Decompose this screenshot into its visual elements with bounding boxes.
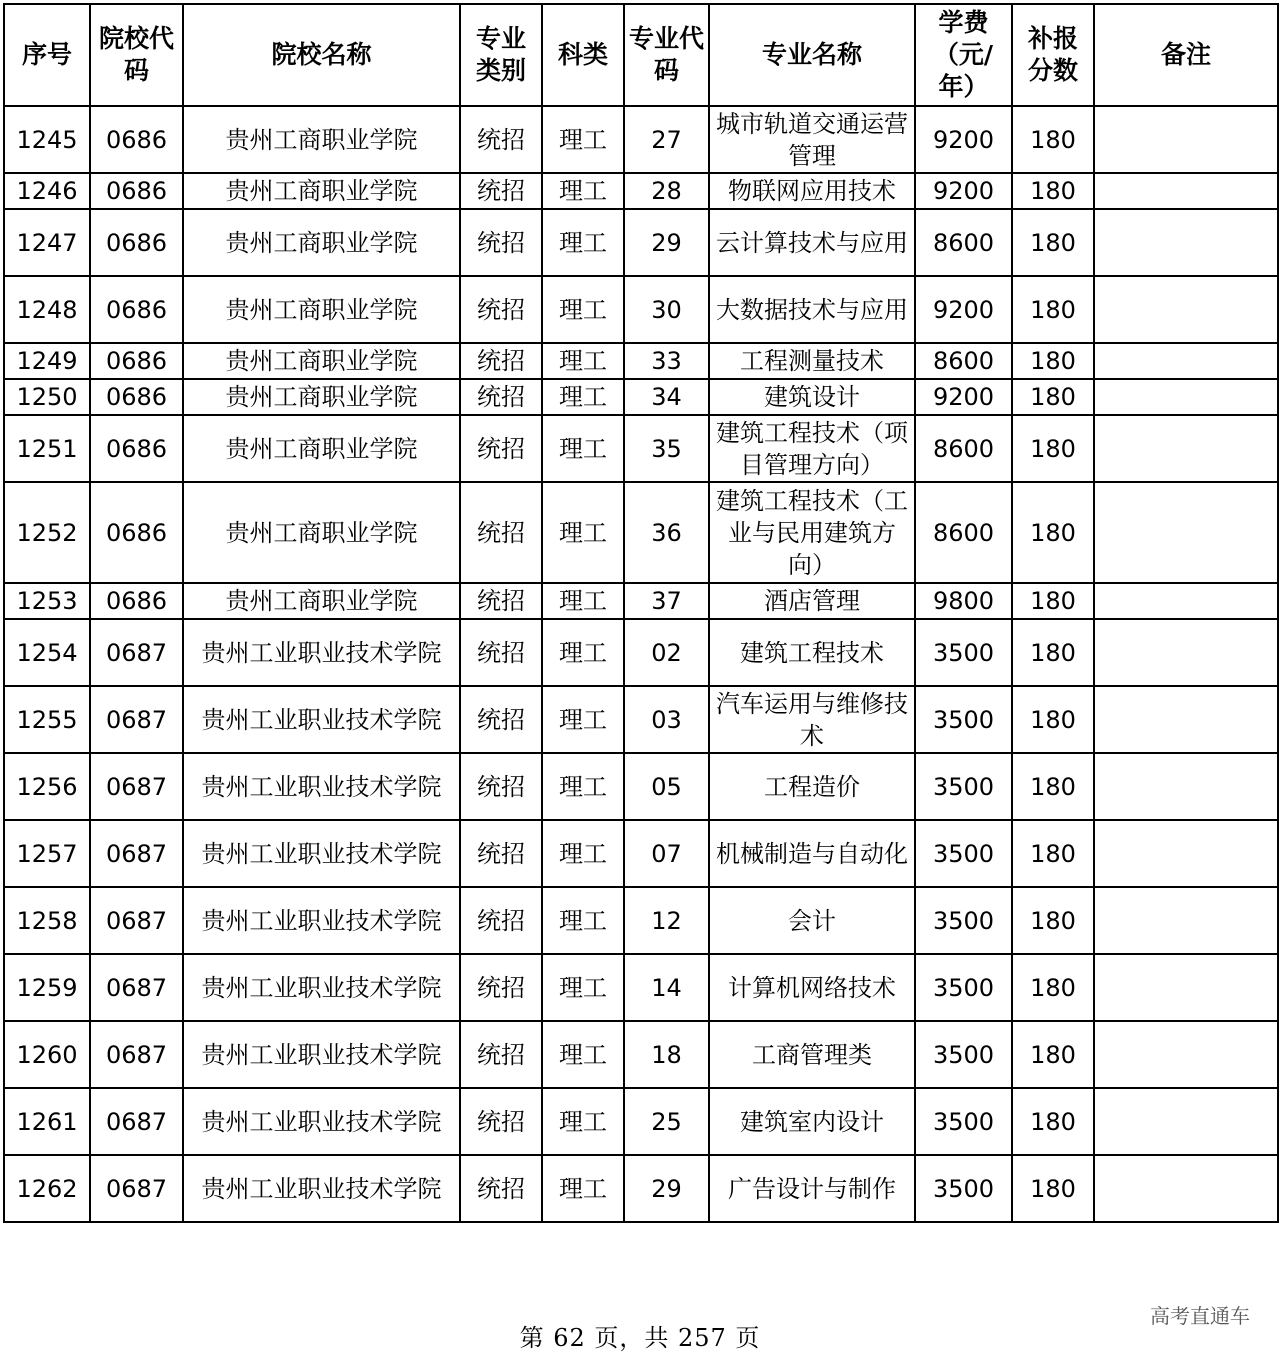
cell-school-name: 贵州工商职业学院 bbox=[183, 583, 460, 619]
cell-school-code: 0687 bbox=[90, 1155, 183, 1222]
cell-major-name: 机械制造与自动化 bbox=[709, 820, 915, 887]
cell-seq: 1260 bbox=[4, 1021, 90, 1088]
cell-fee: 3500 bbox=[915, 1155, 1012, 1222]
cell-school-name: 贵州工业职业技术学院 bbox=[183, 619, 460, 686]
cell-subject: 理工 bbox=[542, 482, 624, 583]
cell-major-name: 城市轨道交通运营管理 bbox=[709, 106, 915, 173]
cell-major-name: 建筑工程技术（项目管理方向） bbox=[709, 415, 915, 482]
cell-major-code: 27 bbox=[624, 106, 709, 173]
cell-score: 180 bbox=[1012, 415, 1094, 482]
cell-fee: 3500 bbox=[915, 686, 1012, 753]
cell-school-name: 贵州工商职业学院 bbox=[183, 106, 460, 173]
cell-major-type: 统招 bbox=[460, 753, 542, 820]
watermark: 高考直通车 bbox=[1150, 1304, 1250, 1328]
table-row bbox=[4, 209, 1278, 276]
cell-note bbox=[1094, 954, 1278, 1021]
cell-subject: 理工 bbox=[542, 686, 624, 753]
cell-fee: 3500 bbox=[915, 619, 1012, 686]
table-row bbox=[4, 1088, 1278, 1155]
cell-subject: 理工 bbox=[542, 954, 624, 1021]
cell-major-name: 建筑工程技术（工业与民用建筑方向） bbox=[709, 482, 915, 583]
cell-score: 180 bbox=[1012, 1088, 1094, 1155]
table-row bbox=[4, 1155, 1278, 1222]
cell-major-code: 12 bbox=[624, 887, 709, 954]
table-row bbox=[4, 106, 1278, 173]
cell-school-name: 贵州工业职业技术学院 bbox=[183, 887, 460, 954]
header-fee: 学费（元/年） bbox=[915, 4, 1012, 106]
cell-major-name: 计算机网络技术 bbox=[709, 954, 915, 1021]
header-seq: 序号 bbox=[4, 4, 90, 106]
cell-school-code: 0687 bbox=[90, 1021, 183, 1088]
cell-school-name: 贵州工业职业技术学院 bbox=[183, 686, 460, 753]
cell-subject: 理工 bbox=[542, 276, 624, 343]
cell-score: 180 bbox=[1012, 820, 1094, 887]
cell-note bbox=[1094, 686, 1278, 753]
cell-note bbox=[1094, 343, 1278, 379]
cell-major-code: 25 bbox=[624, 1088, 709, 1155]
cell-seq: 1254 bbox=[4, 619, 90, 686]
admissions-table bbox=[3, 3, 1279, 1223]
cell-note bbox=[1094, 1021, 1278, 1088]
cell-seq: 1257 bbox=[4, 820, 90, 887]
cell-school-name: 贵州工商职业学院 bbox=[183, 482, 460, 583]
header-row bbox=[4, 4, 1278, 106]
cell-subject: 理工 bbox=[542, 1155, 624, 1222]
cell-school-name: 贵州工商职业学院 bbox=[183, 415, 460, 482]
cell-fee: 3500 bbox=[915, 954, 1012, 1021]
cell-school-code: 0686 bbox=[90, 482, 183, 583]
cell-major-code: 29 bbox=[624, 209, 709, 276]
cell-major-code: 34 bbox=[624, 379, 709, 415]
cell-major-type: 统招 bbox=[460, 619, 542, 686]
cell-school-name: 贵州工业职业技术学院 bbox=[183, 1088, 460, 1155]
table-row bbox=[4, 379, 1278, 415]
cell-school-code: 0686 bbox=[90, 106, 183, 173]
cell-score: 180 bbox=[1012, 686, 1094, 753]
cell-score: 180 bbox=[1012, 619, 1094, 686]
cell-note bbox=[1094, 1088, 1278, 1155]
cell-score: 180 bbox=[1012, 173, 1094, 209]
cell-seq: 1261 bbox=[4, 1088, 90, 1155]
cell-note bbox=[1094, 173, 1278, 209]
table-row bbox=[4, 753, 1278, 820]
table-row bbox=[4, 482, 1278, 583]
cell-school-code: 0686 bbox=[90, 173, 183, 209]
cell-major-type: 统招 bbox=[460, 820, 542, 887]
cell-seq: 1253 bbox=[4, 583, 90, 619]
table-row bbox=[4, 887, 1278, 954]
cell-fee: 3500 bbox=[915, 820, 1012, 887]
cell-major-type: 统招 bbox=[460, 415, 542, 482]
cell-major-code: 29 bbox=[624, 1155, 709, 1222]
cell-seq: 1248 bbox=[4, 276, 90, 343]
cell-subject: 理工 bbox=[542, 820, 624, 887]
cell-major-type: 统招 bbox=[460, 343, 542, 379]
table-row bbox=[4, 415, 1278, 482]
cell-major-code: 33 bbox=[624, 343, 709, 379]
cell-school-name: 贵州工业职业技术学院 bbox=[183, 1155, 460, 1222]
cell-school-name: 贵州工商职业学院 bbox=[183, 343, 460, 379]
cell-fee: 8600 bbox=[915, 343, 1012, 379]
cell-school-name: 贵州工商职业学院 bbox=[183, 276, 460, 343]
cell-major-code: 05 bbox=[624, 753, 709, 820]
cell-note bbox=[1094, 820, 1278, 887]
cell-note bbox=[1094, 482, 1278, 583]
header-subject: 科类 bbox=[542, 4, 624, 106]
cell-major-name: 大数据技术与应用 bbox=[709, 276, 915, 343]
cell-note bbox=[1094, 415, 1278, 482]
cell-seq: 1259 bbox=[4, 954, 90, 1021]
cell-major-type: 统招 bbox=[460, 1155, 542, 1222]
cell-subject: 理工 bbox=[542, 173, 624, 209]
cell-major-type: 统招 bbox=[460, 1088, 542, 1155]
cell-major-name: 物联网应用技术 bbox=[709, 173, 915, 209]
cell-school-code: 0687 bbox=[90, 820, 183, 887]
cell-major-name: 酒店管理 bbox=[709, 583, 915, 619]
cell-major-type: 统招 bbox=[460, 887, 542, 954]
cell-note bbox=[1094, 379, 1278, 415]
cell-score: 180 bbox=[1012, 583, 1094, 619]
cell-subject: 理工 bbox=[542, 415, 624, 482]
cell-note bbox=[1094, 1155, 1278, 1222]
cell-seq: 1250 bbox=[4, 379, 90, 415]
cell-score: 180 bbox=[1012, 106, 1094, 173]
cell-major-code: 35 bbox=[624, 415, 709, 482]
cell-major-code: 36 bbox=[624, 482, 709, 583]
cell-subject: 理工 bbox=[542, 106, 624, 173]
cell-major-type: 统招 bbox=[460, 276, 542, 343]
cell-major-name: 建筑设计 bbox=[709, 379, 915, 415]
cell-seq: 1251 bbox=[4, 415, 90, 482]
cell-seq: 1246 bbox=[4, 173, 90, 209]
cell-school-name: 贵州工业职业技术学院 bbox=[183, 753, 460, 820]
cell-fee: 9200 bbox=[915, 106, 1012, 173]
cell-major-name: 会计 bbox=[709, 887, 915, 954]
cell-school-code: 0687 bbox=[90, 686, 183, 753]
cell-score: 180 bbox=[1012, 379, 1094, 415]
cell-major-name: 工商管理类 bbox=[709, 1021, 915, 1088]
cell-school-code: 0687 bbox=[90, 1088, 183, 1155]
cell-major-code: 28 bbox=[624, 173, 709, 209]
cell-school-code: 0687 bbox=[90, 619, 183, 686]
cell-school-code: 0687 bbox=[90, 753, 183, 820]
header-major-name: 专业名称 bbox=[709, 4, 915, 106]
cell-fee: 8600 bbox=[915, 209, 1012, 276]
cell-subject: 理工 bbox=[542, 1088, 624, 1155]
cell-major-type: 统招 bbox=[460, 686, 542, 753]
cell-score: 180 bbox=[1012, 482, 1094, 583]
cell-fee: 9200 bbox=[915, 276, 1012, 343]
cell-note bbox=[1094, 753, 1278, 820]
cell-school-code: 0686 bbox=[90, 343, 183, 379]
cell-major-name: 汽车运用与维修技术 bbox=[709, 686, 915, 753]
cell-school-name: 贵州工业职业技术学院 bbox=[183, 1021, 460, 1088]
cell-seq: 1256 bbox=[4, 753, 90, 820]
cell-seq: 1249 bbox=[4, 343, 90, 379]
cell-major-code: 18 bbox=[624, 1021, 709, 1088]
cell-major-type: 统招 bbox=[460, 954, 542, 1021]
cell-fee: 9200 bbox=[915, 173, 1012, 209]
table-row bbox=[4, 343, 1278, 379]
cell-subject: 理工 bbox=[542, 619, 624, 686]
table-row bbox=[4, 954, 1278, 1021]
cell-note bbox=[1094, 619, 1278, 686]
cell-major-name: 建筑室内设计 bbox=[709, 1088, 915, 1155]
cell-major-name: 云计算技术与应用 bbox=[709, 209, 915, 276]
cell-seq: 1262 bbox=[4, 1155, 90, 1222]
cell-fee: 3500 bbox=[915, 887, 1012, 954]
table-row bbox=[4, 1021, 1278, 1088]
page-footer: 第 62 页，共 257 页 bbox=[519, 1324, 761, 1352]
cell-seq: 1245 bbox=[4, 106, 90, 173]
table-row bbox=[4, 820, 1278, 887]
cell-score: 180 bbox=[1012, 343, 1094, 379]
cell-major-name: 建筑工程技术 bbox=[709, 619, 915, 686]
cell-seq: 1247 bbox=[4, 209, 90, 276]
cell-school-code: 0686 bbox=[90, 379, 183, 415]
cell-note bbox=[1094, 583, 1278, 619]
cell-school-name: 贵州工业职业技术学院 bbox=[183, 954, 460, 1021]
cell-score: 180 bbox=[1012, 276, 1094, 343]
header-major-type: 专业类别 bbox=[460, 4, 542, 106]
cell-score: 180 bbox=[1012, 753, 1094, 820]
cell-score: 180 bbox=[1012, 887, 1094, 954]
cell-major-code: 37 bbox=[624, 583, 709, 619]
cell-major-type: 统招 bbox=[460, 209, 542, 276]
table-row bbox=[4, 276, 1278, 343]
cell-school-code: 0687 bbox=[90, 887, 183, 954]
cell-school-code: 0686 bbox=[90, 209, 183, 276]
cell-subject: 理工 bbox=[542, 887, 624, 954]
cell-seq: 1258 bbox=[4, 887, 90, 954]
cell-score: 180 bbox=[1012, 1155, 1094, 1222]
cell-note bbox=[1094, 106, 1278, 173]
cell-fee: 8600 bbox=[915, 482, 1012, 583]
cell-major-name: 广告设计与制作 bbox=[709, 1155, 915, 1222]
cell-fee: 3500 bbox=[915, 1021, 1012, 1088]
header-note: 备注 bbox=[1094, 4, 1278, 106]
cell-major-type: 统招 bbox=[460, 173, 542, 209]
cell-school-name: 贵州工商职业学院 bbox=[183, 379, 460, 415]
cell-score: 180 bbox=[1012, 1021, 1094, 1088]
cell-fee: 3500 bbox=[915, 753, 1012, 820]
cell-subject: 理工 bbox=[542, 753, 624, 820]
cell-note bbox=[1094, 887, 1278, 954]
cell-major-type: 统招 bbox=[460, 379, 542, 415]
cell-major-type: 统招 bbox=[460, 583, 542, 619]
cell-note bbox=[1094, 209, 1278, 276]
cell-school-name: 贵州工业职业技术学院 bbox=[183, 820, 460, 887]
cell-school-code: 0686 bbox=[90, 583, 183, 619]
cell-major-type: 统招 bbox=[460, 106, 542, 173]
cell-subject: 理工 bbox=[542, 379, 624, 415]
cell-subject: 理工 bbox=[542, 1021, 624, 1088]
cell-school-name: 贵州工商职业学院 bbox=[183, 173, 460, 209]
cell-fee: 8600 bbox=[915, 415, 1012, 482]
cell-seq: 1252 bbox=[4, 482, 90, 583]
header-score: 补报分数 bbox=[1012, 4, 1094, 106]
cell-major-name: 工程测量技术 bbox=[709, 343, 915, 379]
cell-school-code: 0686 bbox=[90, 415, 183, 482]
cell-score: 180 bbox=[1012, 209, 1094, 276]
cell-school-name: 贵州工商职业学院 bbox=[183, 209, 460, 276]
cell-fee: 3500 bbox=[915, 1088, 1012, 1155]
header-school-name: 院校名称 bbox=[183, 4, 460, 106]
cell-school-code: 0686 bbox=[90, 276, 183, 343]
cell-major-type: 统招 bbox=[460, 482, 542, 583]
cell-subject: 理工 bbox=[542, 209, 624, 276]
cell-score: 180 bbox=[1012, 954, 1094, 1021]
cell-major-code: 03 bbox=[624, 686, 709, 753]
header-major-code: 专业代码 bbox=[624, 4, 709, 106]
table-row bbox=[4, 173, 1278, 209]
cell-fee: 9800 bbox=[915, 583, 1012, 619]
cell-major-code: 14 bbox=[624, 954, 709, 1021]
cell-major-code: 30 bbox=[624, 276, 709, 343]
header-school-code: 院校代码 bbox=[90, 4, 183, 106]
table-row bbox=[4, 686, 1278, 753]
cell-school-code: 0687 bbox=[90, 954, 183, 1021]
cell-note bbox=[1094, 276, 1278, 343]
cell-seq: 1255 bbox=[4, 686, 90, 753]
cell-major-type: 统招 bbox=[460, 1021, 542, 1088]
cell-subject: 理工 bbox=[542, 583, 624, 619]
cell-major-code: 02 bbox=[624, 619, 709, 686]
cell-major-code: 07 bbox=[624, 820, 709, 887]
cell-major-name: 工程造价 bbox=[709, 753, 915, 820]
table-row bbox=[4, 583, 1278, 619]
cell-subject: 理工 bbox=[542, 343, 624, 379]
cell-fee: 9200 bbox=[915, 379, 1012, 415]
table-row bbox=[4, 619, 1278, 686]
